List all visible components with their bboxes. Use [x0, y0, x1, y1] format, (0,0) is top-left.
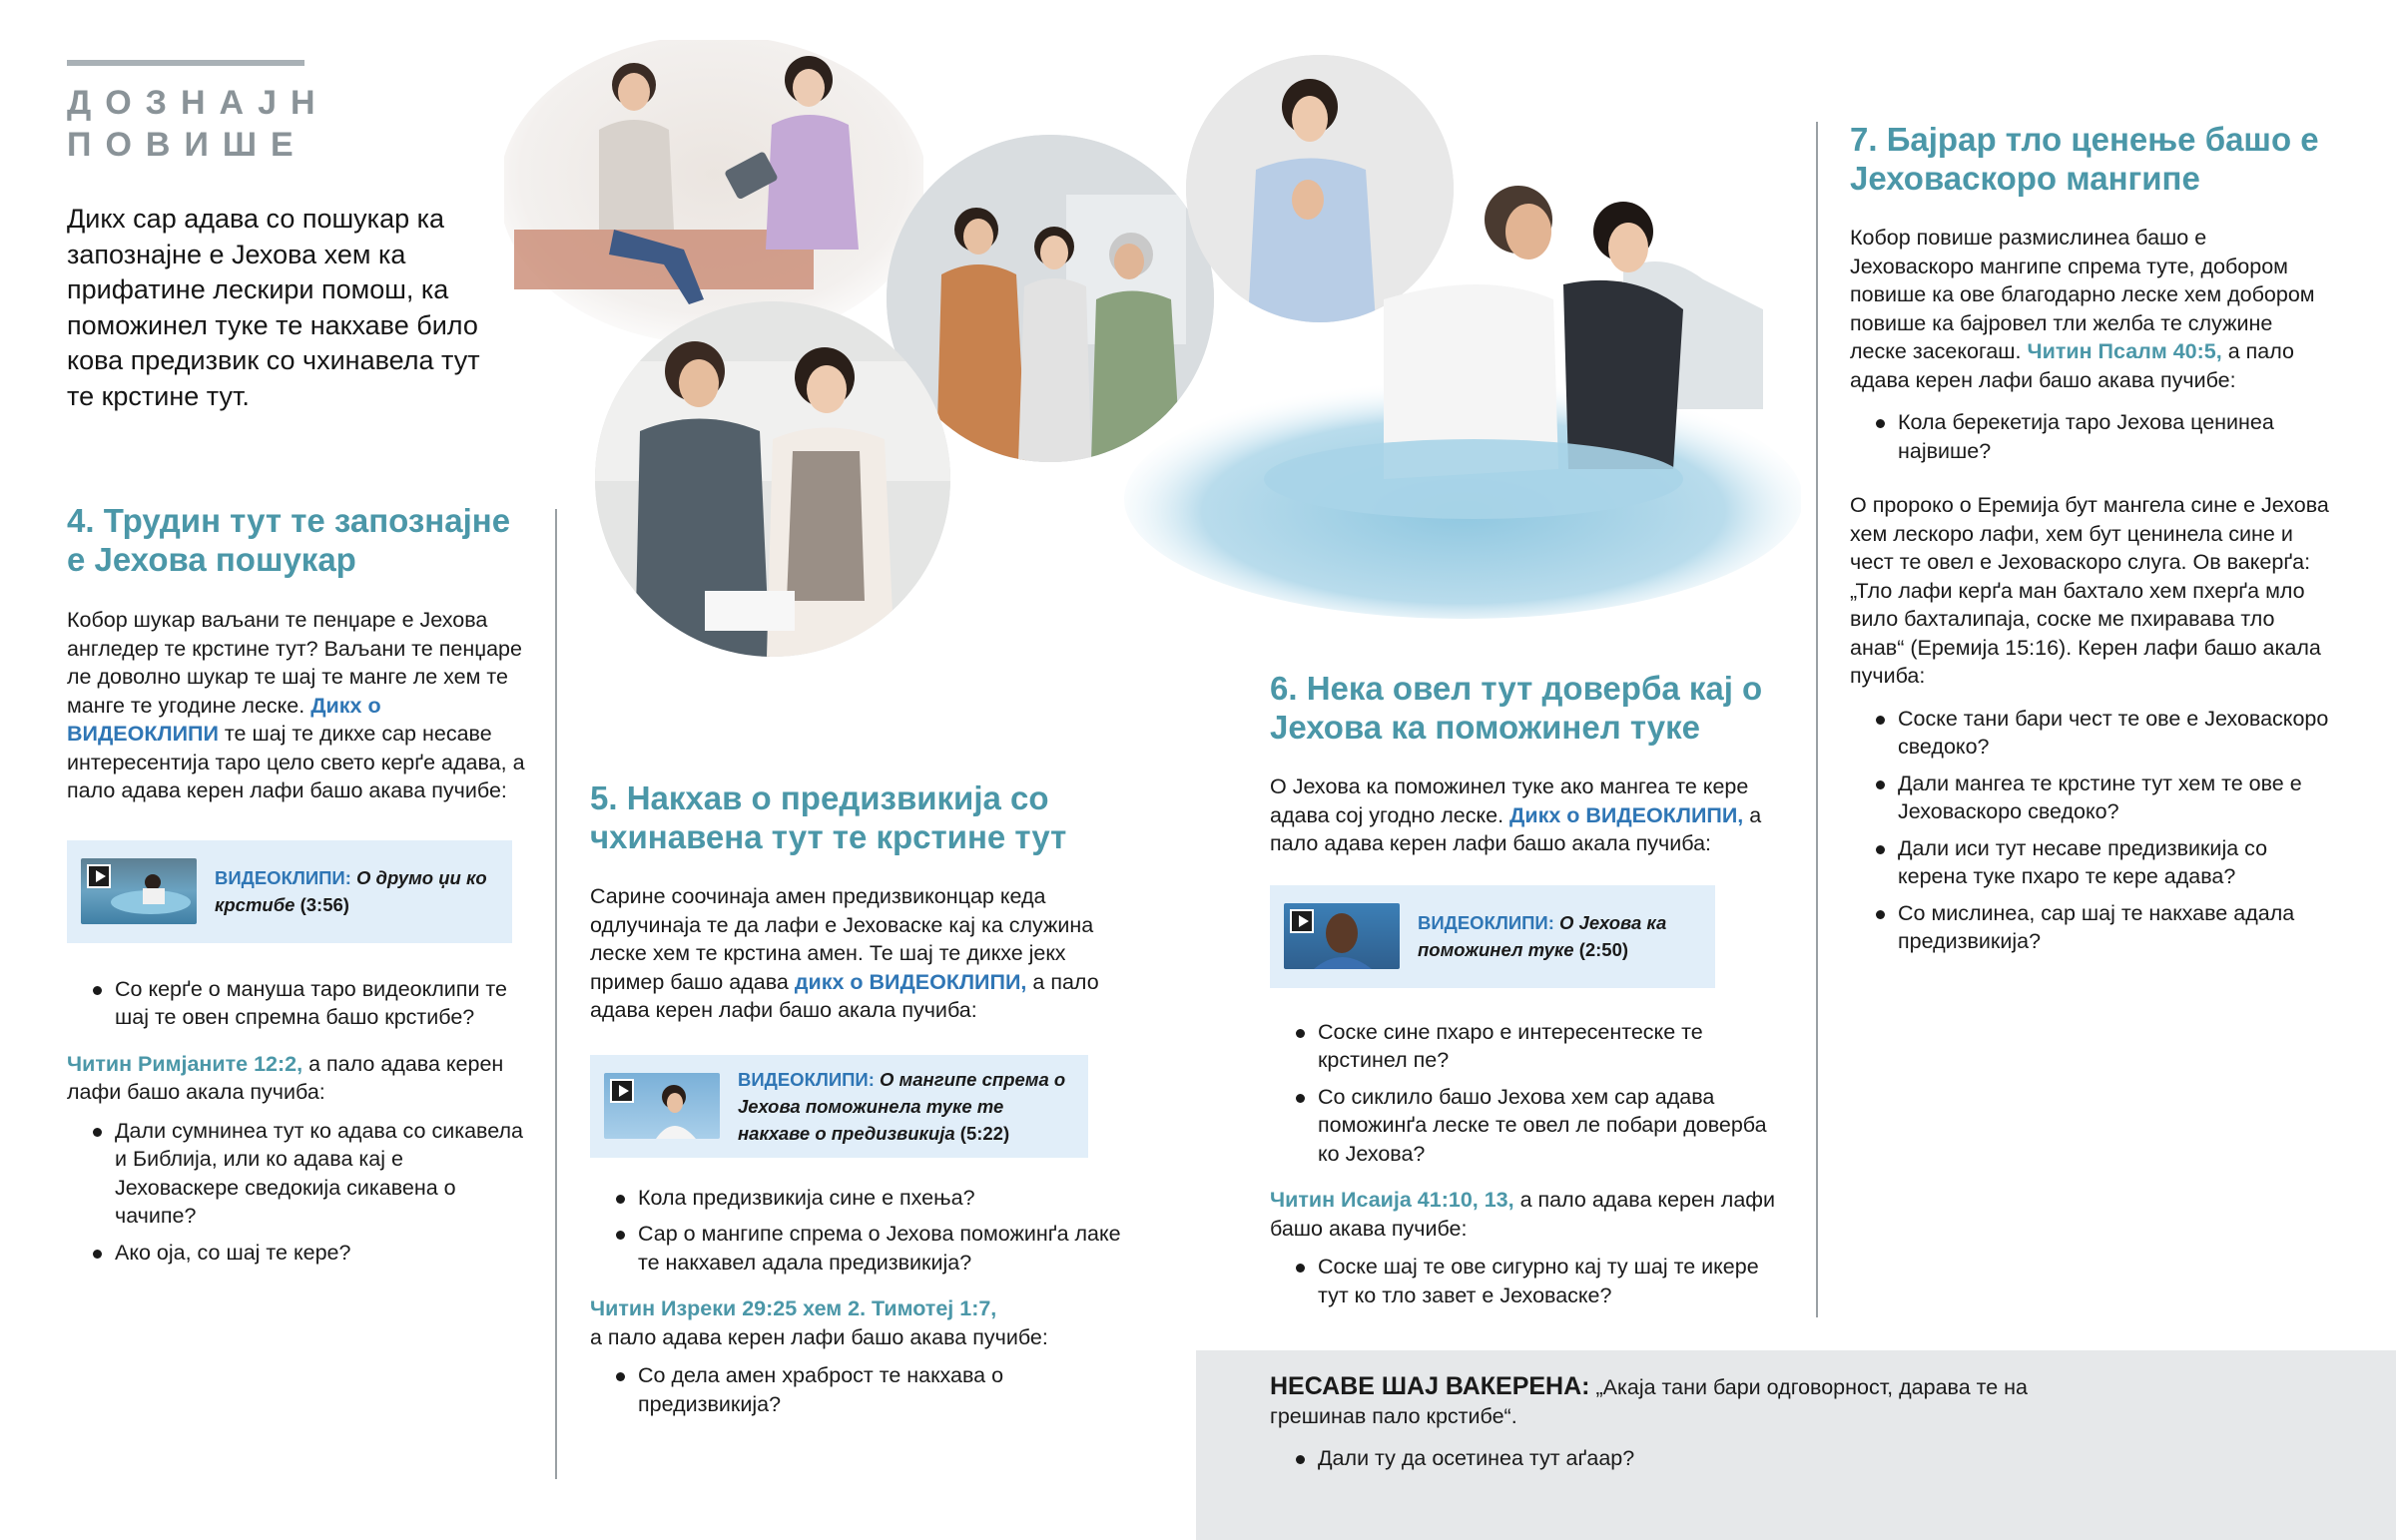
play-icon[interactable]	[1290, 909, 1314, 933]
intro-text: Дикх сар адава со пошукар ка запознајне е Јехова хем ка прифатине лескири помош, ка поможинел туке те накхаве било кова предизвик со чхинавела тут те крстине тут.	[67, 204, 480, 411]
section-6-body: О Јехова ка поможинел туке ако мангеа те кере адава сој угодно леске. Дикх о ВИДЕОКЛИПИ, а пало адава керен лафи башо акала пучиба:	[1270, 774, 1762, 855]
list-item: Кола берекетија таро Јехова ценинеа највише?	[1850, 408, 2333, 465]
video-card[interactable]: ВИДЕОКЛИПИ: О друмо џи ко крстибе (3:56)	[67, 840, 512, 943]
header-rule	[67, 60, 304, 66]
section-6: 6. Нека овел тут доверба кај о Јехова ка поможинел туке О Јехова ка поможинел туке ако мангеа те кере адава сој угодно леске. Дикх о ВИДЕОКЛИПИ, а пало адава керен лафи башо акала пучиба: ВИДЕОКЛИПИ: О Јехова ка поможинел туке (2:50) Соске сине пхаро е интересентеске те крстинел пе? Со сиклило башо Јехова хем сар адава поможинґа леске те овел ле побари доверба ко Јехова? Читин Исаија 41:10, 13, а пало адава керен лафи башо акава пучибе: Соске шај те ове сигурно кај ту шај те икере тут ко тло завет е Јеховаске?	[1270, 669, 1789, 1317]
question-list	[1850, 705, 2333, 956]
illustration-study	[504, 40, 923, 339]
scripture-ref[interactable]: Читин Исаија 41:10, 13,	[1270, 1188, 1514, 1212]
section-4-body: Кобор шукар ваљани те пенџаре е Јехова англедер те крстине тут? Ваљани те пенџаре ле доволно шукар те шај те манге ле хем те манге те угодине леске. Дикх о ВИДЕОКЛИПИ те шај те дикхе сар несаве интересентија таро цело свето керґе адава, а пало адава керен лафи башо акава пучибе:	[67, 608, 525, 802]
question-list	[1850, 408, 2333, 465]
video-card[interactable]: ВИДЕОКЛИПИ: О Јехова ка поможинел туке (2:50)	[1270, 885, 1715, 988]
scripture-ref[interactable]: Читин Псалм 40:5,	[2027, 339, 2222, 363]
video-link[interactable]: Дикх о ВИДЕОКЛИПИ	[67, 693, 381, 746]
section-7-body-2: О пророко о Еремија бут мангела сине е Јехова хем лескоро лафи, хем бут ценинела сине и чест те овел е Јеховаскоро слуга. Ов вакерґа: „Тло лафи керґа ман бахтало хем пхерґа мло вило бахталипаја, соске ме пхиравава тло анав“ (Еремија 15:16). Керен лафи башо акала пучиба:	[1850, 493, 2329, 688]
section-5-title: 5. Накхав о предизвикија со чхинавена тут те крстине тут	[590, 779, 1067, 855]
list-item: Кола предизвикија сине е пхења?	[590, 1184, 1129, 1213]
scripture-ref[interactable]: Читин Изреки 29:25 хем 2. Тимотеј 1:7,	[590, 1296, 997, 1320]
section-5: 5. Накхав о предизвикија со чхинавена тут те крстине тут Сарине соочинаја амен предизвиконцар кеда одлучинаја те да лафи е Јеховаске кај ка служина леске хем те крстина амен. Те шај те дикхе јекх пример башо адава дикх о ВИДЕОКЛИПИ, а пало адава керен лафи башо акала пучиба: ВИДЕОКЛИПИ: О мангипе спрема о Јехова поможинела туке те накхаве о предизвикија (5:22) Кола предизвикија сине е пхења? Сар о мангипе спрема о Јехова поможинґа лаке те накхавел адала предизвикија? Читин Изреки 29:25 хем 2. Тимотеј 1:7, а пало адава керен лафи башо акава пучибе: Со дела амен храброст те накхава о предизвикија?	[590, 778, 1129, 1426]
play-icon[interactable]	[87, 864, 111, 888]
column-divider	[1816, 122, 1818, 1317]
video-thumbnail[interactable]	[604, 1073, 720, 1139]
scripture-ref[interactable]: Читин Римјаните 12:2,	[67, 1051, 303, 1076]
question-list	[1270, 1444, 2029, 1473]
video-card[interactable]: ВИДЕОКЛИПИ: О мангипе спрема о Јехова поможинела туке те накхаве о предизвикија (5:22)	[590, 1055, 1088, 1158]
list-item: Ако оја, со шај те кере?	[67, 1239, 531, 1268]
list-item: Дали сумнинеа тут ко адава со сикавела и Библија, или ко адава кај е Јеховаскере сведокија сикавена о чачипе?	[67, 1117, 531, 1231]
question-list	[590, 1361, 1099, 1418]
list-item: Дали иси тут несаве предизвикија со керена туке пхаро те кере адава?	[1850, 834, 2333, 891]
learn-more-label: ДОЗНАЈН ПОВИШЕ	[67, 84, 329, 164]
illustration-baptism	[1064, 150, 1801, 629]
list-item: Соске сине пхаро е интересентеске те крстинел пе?	[1270, 1018, 1789, 1075]
section-4-title: 4. Трудин тут те запознајне е Јехова пошукар	[67, 502, 511, 578]
question-list	[67, 1117, 531, 1268]
illustration-cooking	[595, 301, 950, 657]
question-list	[1270, 1018, 1789, 1169]
note-text: „Акаја тани бари одговорност, дарава те на грешинав пало крстибе“.	[1270, 1375, 2029, 1428]
question-list	[67, 975, 531, 1032]
list-item: Со керґе о мануша таро видеоклипи те шај те овен спремна башо крстибе?	[67, 975, 531, 1032]
note-title: НЕСАВЕ ШАЈ ВАКЕРЕНА:	[1270, 1372, 1590, 1400]
list-item: Соске тани бари чест те ове е Јеховаскоро сведоко?	[1850, 705, 2333, 762]
list-item: Сар о мангипе спрема о Јехова поможинґа лаке те накхавел адала предизвикија?	[590, 1220, 1129, 1277]
section-7	[1850, 120, 2333, 964]
play-icon[interactable]	[610, 1079, 634, 1103]
section-6-title: 6. Нека овел тут доверба кај о Јехова ка поможинел туке	[1270, 670, 1763, 746]
list-item: Со сиклило башо Јехова хем сар адава поможинґа леске те овел ле побари доверба ко Јехова?	[1270, 1083, 1789, 1169]
video-thumbnail[interactable]	[1284, 903, 1400, 969]
list-item: Дали ту да осетинеа тут аґаар?	[1270, 1444, 2029, 1473]
section-7-title: 7. Бајрар тло ценење башо е Јеховаскоро мангипе	[1850, 121, 2319, 197]
video-link[interactable]: Дикх о ВИДЕОКЛИПИ,	[1509, 802, 1744, 827]
question-list	[1270, 1253, 1789, 1309]
note	[1270, 1372, 2029, 1481]
list-item: Со мислинеа, сар шај те накхаве адала предизвикија?	[1850, 899, 2333, 956]
list-item: Дали мангеа те крстине тут хем те ове е Јеховаскоро сведоко?	[1850, 770, 2333, 826]
section-5-body: Сарине соочинаја амен предизвиконцар кеда одлучинаја те да лафи е Јеховаске кај ка служина леске хем те крстина амен. Те шај те дикхе јекх пример башо адава дикх о ВИДЕОКЛИПИ, а пало адава керен лафи башо акала пучиба:	[590, 884, 1099, 1022]
section-4: 4. Трудин тут те запознајне е Јехова пошукар Кобор шукар ваљани те пенџаре е Јехова англедер те крстине тут? Ваљани те пенџаре ле доволно шукар те шај те манге ле хем те манге те угодине леске. Дикх о ВИДЕОКЛИПИ те шај те дикхе сар несаве интересентија таро цело свето керґе адава, а пало адава керен лафи башо акава пучибе: ВИДЕОКЛИПИ: О друмо џи ко крстибе (3:56) Со керґе о мануша таро видеоклипи те шај те овен спремна башо крстибе? Читин Римјаните 12:2, а пало адава керен лафи башо акала пучиба: Дали сумнинеа тут ко адава со сикавела и Библија, или ко адава кај е Јеховаскере сведокија сикавена о чачипе? Ако оја, со шај те кере?	[67, 501, 531, 1275]
question-list	[590, 1184, 1129, 1278]
section-7-body: Кобор повише размислинеа башо е Јеховаскоро мангипе спрема туте, добором повише ка ове благодарно леске хем добором повише ка бајровел тли желба те служине леске засекогаш. Читин Псалм 40:5, а пало адава керен лафи башо акава пучибе:	[1850, 226, 2315, 392]
video-link[interactable]: дикх о ВИДЕОКЛИПИ,	[794, 969, 1027, 994]
video-thumbnail[interactable]	[81, 858, 197, 924]
column-divider	[555, 509, 557, 1479]
list-item: Со дела амен храброст те накхава о предизвикија?	[590, 1361, 1099, 1418]
list-item: Соске шај те ове сигурно кај ту шај те икере тут ко тло завет е Јеховаске?	[1270, 1253, 1789, 1309]
